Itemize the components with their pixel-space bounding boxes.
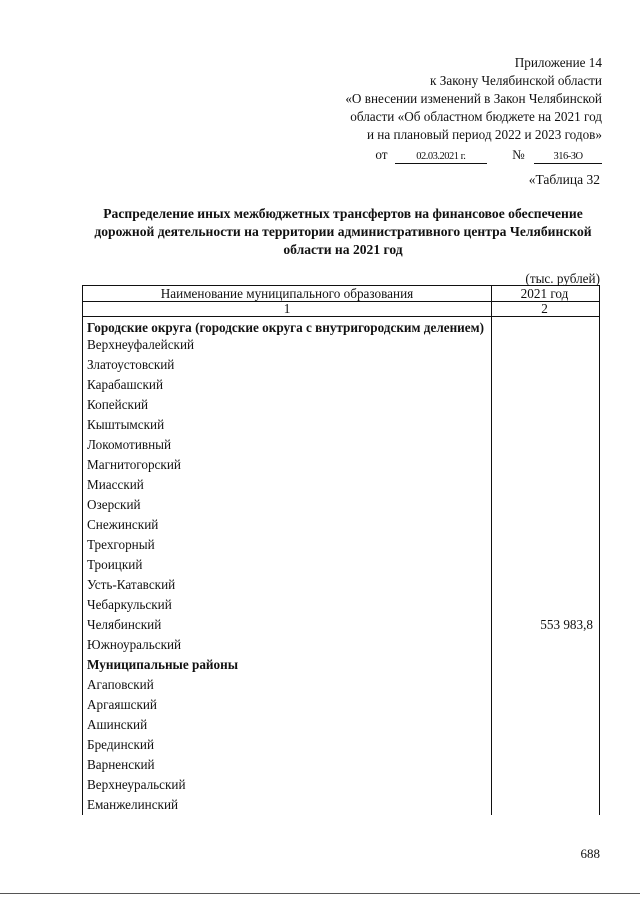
table-row <box>83 415 600 435</box>
table-row <box>83 735 600 755</box>
table-row <box>83 475 600 495</box>
municipality-name: Варненский <box>83 755 492 775</box>
municipality-name: Озерский <box>83 495 492 515</box>
amount-value <box>492 475 600 495</box>
col-number-2: 2 <box>492 302 600 317</box>
appendix-header <box>345 54 602 164</box>
amount-value <box>492 555 600 575</box>
table-row <box>83 775 600 795</box>
table-row <box>83 595 600 615</box>
table-row <box>83 695 600 715</box>
municipality-name: Миасский <box>83 475 492 495</box>
table-row <box>83 755 600 775</box>
page-bottom-rule <box>0 893 640 894</box>
document-title: Распределение иных межбюджетных трансфертов на финансовое обеспечение дорожной деятельности на территории административного центра Челябинской области на 2021 год <box>94 206 592 257</box>
table-row <box>83 535 600 555</box>
amount-value <box>492 355 600 375</box>
table-label: «Таблица 32 <box>528 172 600 187</box>
amount-value <box>492 715 600 735</box>
law-title-line: области «Об областном бюджете на 2021 год <box>350 109 602 124</box>
group-heading: Городские округа (городские округа с внутригородским делением) <box>83 317 492 336</box>
amount-value <box>492 535 600 555</box>
law-title-line: «О внесении изменений в Закон Челябинской <box>345 91 602 106</box>
column-number-row <box>83 302 600 317</box>
municipality-name: Верхнеуфалейский <box>83 335 492 355</box>
municipality-name: Брединский <box>83 735 492 755</box>
amount-value <box>492 515 600 535</box>
col-header-name: Наименование муниципального образования <box>83 286 492 302</box>
amount-value <box>492 335 600 355</box>
municipality-name: Аргаяшский <box>83 695 492 715</box>
amount-value <box>492 695 600 715</box>
municipality-name: Агаповский <box>83 675 492 695</box>
municipality-name: Чебаркульский <box>83 595 492 615</box>
municipality-name: Усть-Катавский <box>83 575 492 595</box>
table-row <box>83 395 600 415</box>
law-reference-line: к Закону Челябинской области <box>430 73 602 88</box>
col-header-year: 2021 год <box>492 286 600 302</box>
law-date: 02.03.2021 г. <box>395 150 487 164</box>
units-label: (тыс. рублей) <box>525 271 600 286</box>
amount-value <box>492 635 600 655</box>
amount-value <box>492 395 600 415</box>
table-row <box>83 435 600 455</box>
municipality-name: Карабашский <box>83 375 492 395</box>
amount-value <box>492 795 600 815</box>
table-row <box>83 795 600 815</box>
amount-value <box>492 575 600 595</box>
date-number-line <box>345 146 602 164</box>
table-row <box>83 615 600 635</box>
amount-value <box>492 675 600 695</box>
number-label: № <box>512 147 525 162</box>
municipality-name: Златоустовский <box>83 355 492 375</box>
amount-value: 553 983,8 <box>492 615 600 635</box>
table-row <box>83 715 600 735</box>
amount-value <box>492 495 600 515</box>
col-number-1: 1 <box>83 302 492 317</box>
municipality-name: Локомотивный <box>83 435 492 455</box>
table-row <box>83 635 600 655</box>
group-row-municipal-districts <box>83 655 600 675</box>
amount-value <box>492 455 600 475</box>
amount-value <box>492 435 600 455</box>
amount-value <box>492 755 600 775</box>
amount-value <box>492 595 600 615</box>
municipality-name: Южноуральский <box>83 635 492 655</box>
municipality-name: Челябинский <box>83 615 492 635</box>
table-row <box>83 555 600 575</box>
table-header-row <box>83 286 600 302</box>
municipality-name: Кыштымский <box>83 415 492 435</box>
municipality-name: Копейский <box>83 395 492 415</box>
law-title-line: и на плановый период 2022 и 2023 годов» <box>366 127 602 142</box>
table-row <box>83 355 600 375</box>
group-row-city-districts <box>83 317 600 336</box>
amount-value <box>492 775 600 795</box>
table-row <box>83 495 600 515</box>
table-row <box>83 375 600 395</box>
amount-value <box>492 375 600 395</box>
transfers-table <box>82 285 600 815</box>
municipality-name: Ашинский <box>83 715 492 735</box>
page-number: 688 <box>580 846 600 861</box>
from-label: от <box>375 147 388 162</box>
table-row <box>83 515 600 535</box>
law-number: 316-ЗО <box>534 150 602 164</box>
municipality-name: Трехгорный <box>83 535 492 555</box>
appendix-line: Приложение 14 <box>514 55 602 70</box>
municipality-name: Магнитогорский <box>83 455 492 475</box>
amount-value <box>492 415 600 435</box>
municipality-name: Верхнеуральский <box>83 775 492 795</box>
table-row <box>83 675 600 695</box>
table-row <box>83 575 600 595</box>
group-heading: Муниципальные районы <box>83 655 492 675</box>
municipality-name: Снежинский <box>83 515 492 535</box>
table-row <box>83 335 600 355</box>
municipality-name: Еманжелинский <box>83 795 492 815</box>
municipality-name: Троицкий <box>83 555 492 575</box>
amount-value <box>492 735 600 755</box>
table-row <box>83 455 600 475</box>
